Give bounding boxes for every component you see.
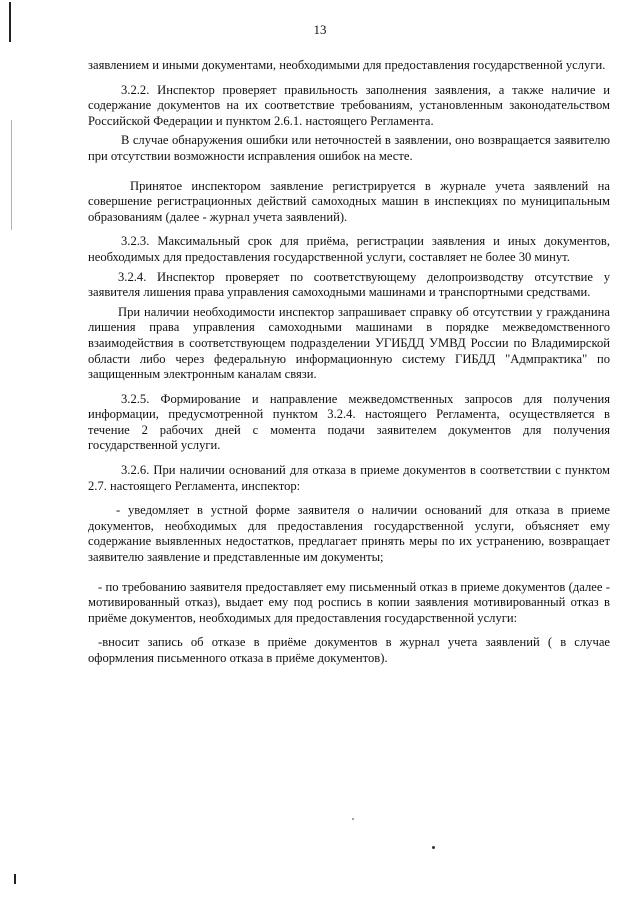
page-number: 13	[313, 22, 327, 37]
paragraph: В случае обнаружения ошибки или неточностей в заявлении, оно возвращается заявителю при отсутствии возможности исправления ошибок на месте.	[88, 133, 610, 163]
paragraph: 3.2.5. Формирование и направление межведомственных запросов для получения информации, предусмотренной пунктом 3.2.4. настоящего Регламента, осуществляется в течение 2 рабочих дней с момента подачи заявителем документов для получения государственной услуги.	[88, 391, 610, 453]
scan-speck	[352, 818, 354, 820]
scan-speck	[432, 846, 435, 849]
binding-mark	[11, 120, 12, 230]
binding-mark	[14, 874, 16, 884]
paragraph: 3.2.6. При наличии оснований для отказа в приеме документов в соответствии с пунктом 2.7. настоящего Регламента, инспектор:	[88, 463, 610, 493]
paragraph: 3.2.4. Инспектор проверяет по соответствующему делопроизводству отсутствие у заявителя лишения права управления самоходными машинами и транспортными средствами.	[88, 269, 610, 300]
list-item: - уведомляет в устной форме заявителя о наличии оснований для отказа в приеме документов, необходимых для предоставления государственной услуги, объясняет ему содержание выявленных недостатков, предлагает принять меры по их устранению, возвращает заявителю заявление и представленные им документы;	[88, 503, 610, 565]
paragraph: 3.2.2. Инспектор проверяет правильность заполнения заявления, а также наличие и содержание документов на их соответствие требованиям, установленным законодательством Российской Федерации и пунктом 2.6.1. настоящего Регламента.	[88, 82, 610, 128]
list-item: -вносит запись об отказе в приёме документов в журнал учета заявлений ( в случае оформления письменного отказа в приёме документов).	[88, 635, 610, 665]
paragraph: Принятое инспектором заявление регистрируется в журнале учета заявлений на совершение регистрационных действий самоходных машин в инспекциях по муниципальным образованиям (далее - журнал учета заявлений).	[88, 178, 610, 224]
list-item: - по требованию заявителя предоставляет ему письменный отказ в приеме документов (далее - мотивированный отказ), выдает ему под роспись в копии заявления мотивированный отказ в приёме документов, необходимых для предоставления государственной услуги:	[88, 579, 610, 625]
paragraph: При наличии необходимости инспектор запрашивает справку об отсутствии у гражданина лишения права управления самоходными машинами в порядке межведомственного взаимодействия в соответствующем подразделении УГИБДД УМВД России по Владимирской области либо через федеральную информационную систему ГИБДД "Адмпрактика" по защищенным электронным каналам связи.	[88, 304, 610, 382]
paragraph: заявлением и иными документами, необходимыми для предоставления государственной услуги.	[88, 58, 606, 72]
document-body	[88, 58, 610, 667]
paragraph: 3.2.3. Максимальный срок для приёма, регистрации заявления и иных документов, необходимых для предоставления государственной услуги, составляет не более 30 минут.	[88, 234, 610, 264]
